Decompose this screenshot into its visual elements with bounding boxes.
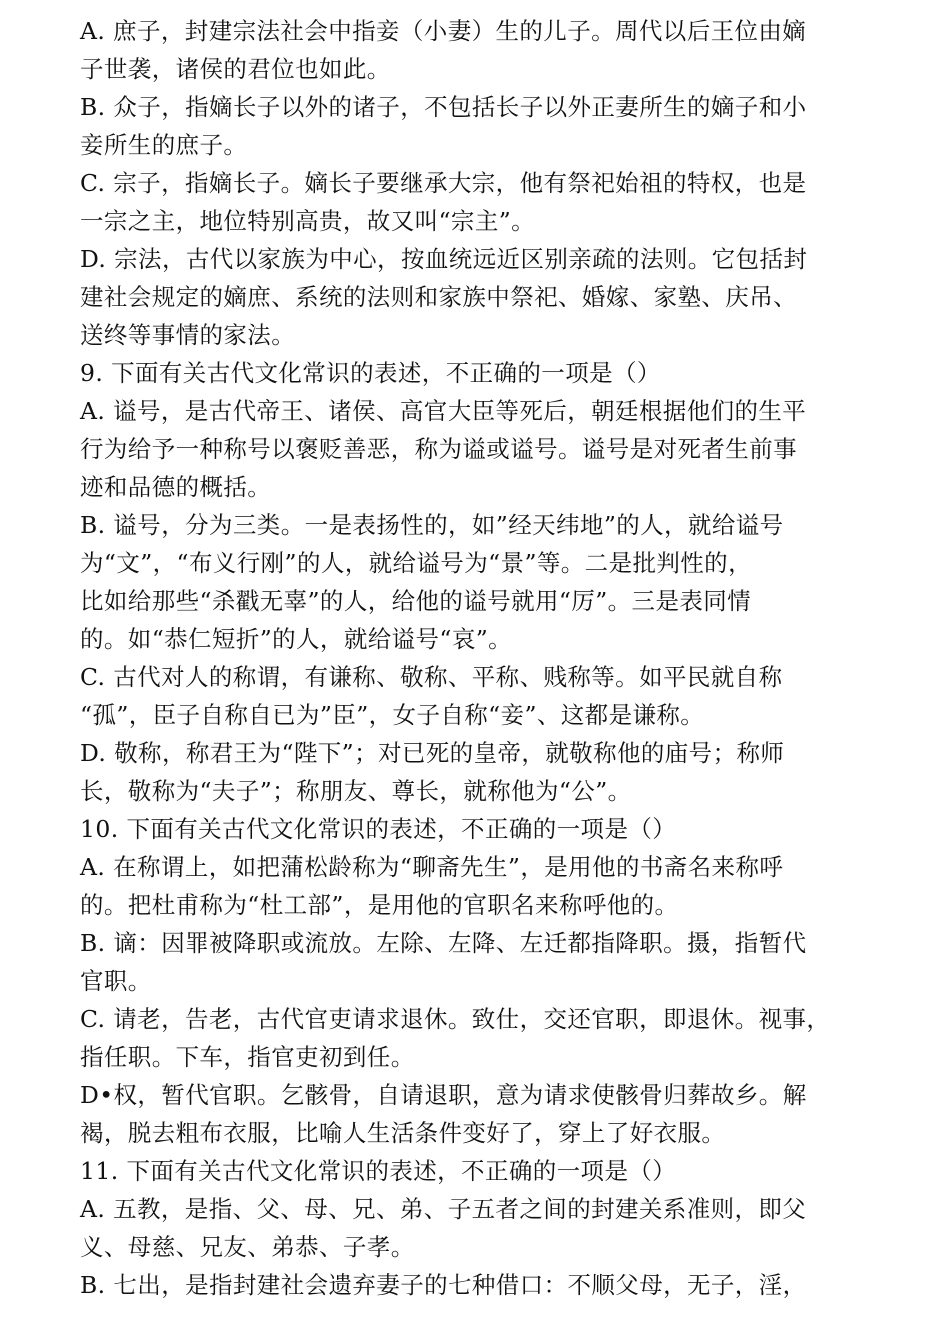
text-line: B. 谪：因罪被降职或流放。左除、左降、左迁都指降职。摄，指暂代: [80, 929, 807, 957]
text-line: 子世袭，诸侯的君位也如此。: [80, 55, 391, 83]
text-line: A. 五教，是指、父、母、兄、弟、子五者之间的封建关系准则，即父: [80, 1195, 807, 1223]
text-line: C. 请老，告老，古代官吏请求退休。致仕，交还官职，即退休。视事，: [80, 1005, 831, 1033]
text-line: 的。如“恭仁短折”的人，就给谥号“哀”。: [80, 625, 513, 653]
text-line: 行为给予一种称号以褒贬善恶，称为谥或谥号。谥号是对死者生前事: [80, 435, 797, 463]
text-line: 褐，脱去粗布衣服，比喻人生活条件变好了，穿上了好衣服。: [80, 1119, 726, 1147]
text-line: C. 古代对人的称谓，有谦称、敬称、平称、贱称等。如平民就自称: [80, 663, 783, 691]
text-line: 妾所生的庶子。: [80, 131, 248, 159]
text-line: 比如给那些“杀戳无辜”的人，给他的谥号就用“厉”。三是表同情: [80, 587, 752, 615]
text-line: 官职。: [80, 967, 152, 995]
question-heading: 11. 下面有关古代文化常识的表述，不正确的一项是（）: [80, 1157, 677, 1185]
text-line: 一宗之主，地位特别高贵，故又叫“宗主”。: [80, 207, 536, 235]
text-line: D. 敬称，称君王为“陛下”；对已死的皇帝，就敬称他的庙号；称师: [80, 739, 785, 767]
text-line: B. 众子，指嫡长子以外的诸子，不包括长子以外正妻所生的嫡子和小: [80, 93, 807, 121]
text-line: 送终等事情的家法。: [80, 321, 296, 349]
text-line: D•权，暂代官职。乞骸骨，自请退职，意为请求使骸骨归葬故乡。解: [80, 1081, 807, 1109]
text-line: B. 谥号，分为三类。一是表扬性的，如”经天纬地”的人，就给谥号: [80, 511, 784, 539]
question-heading: 10. 下面有关古代文化常识的表述，不正确的一项是（）: [80, 815, 677, 843]
text-line: 的。把杜甫称为“杜工部”，是用他的官职名来称呼他的。: [80, 891, 679, 919]
text-line: D. 宗法，古代以家族为中心，按血统远近区别亲疏的法则。它包括封: [80, 245, 808, 273]
text-line: 义、母慈、兄友、弟恭、子孝。: [80, 1233, 415, 1261]
question-heading: 9. 下面有关古代文化常识的表述，不正确的一项是（）: [80, 359, 661, 387]
text-line: B. 七出，是指封建社会遗弃妻子的七种借口：不顺父母，无子，淫，: [80, 1271, 807, 1299]
text-line: A. 在称谓上，如把蒲松龄称为“聊斋先生”，是用他的书斋名来称呼: [80, 853, 784, 881]
text-line: 建社会规定的嫡庶、系统的法则和家族中祭祀、婚嫁、家塾、庆吊、: [80, 283, 797, 311]
text-line: 长，敬称为“夫子”；称朋友、尊长，就称他为“公”。: [80, 777, 632, 805]
text-line: C. 宗子，指嫡长子。嫡长子要继承大宗，他有祭祀始祖的特权，也是: [80, 169, 807, 197]
text-line: A. 庶子，封建宗法社会中指妾（小妻）生的儿子。周代以后王位由嫡: [80, 17, 807, 45]
text-line: 指任职。下车，指官吏初到任。: [80, 1043, 415, 1071]
document-page: [80, 12, 890, 1304]
text-line: 迹和品德的概括。: [80, 473, 272, 501]
text-line: A. 谥号，是古代帝王、诸侯、高官大臣等死后，朝廷根据他们的生平: [80, 397, 807, 425]
text-line: “孤”，臣子自称自已为”臣”，女子自称“妾”、这都是谦称。: [80, 701, 705, 729]
text-line: 为“文”，“布义行刚”的人，就给谥号为“景”等。二是批判性的，: [80, 549, 752, 577]
